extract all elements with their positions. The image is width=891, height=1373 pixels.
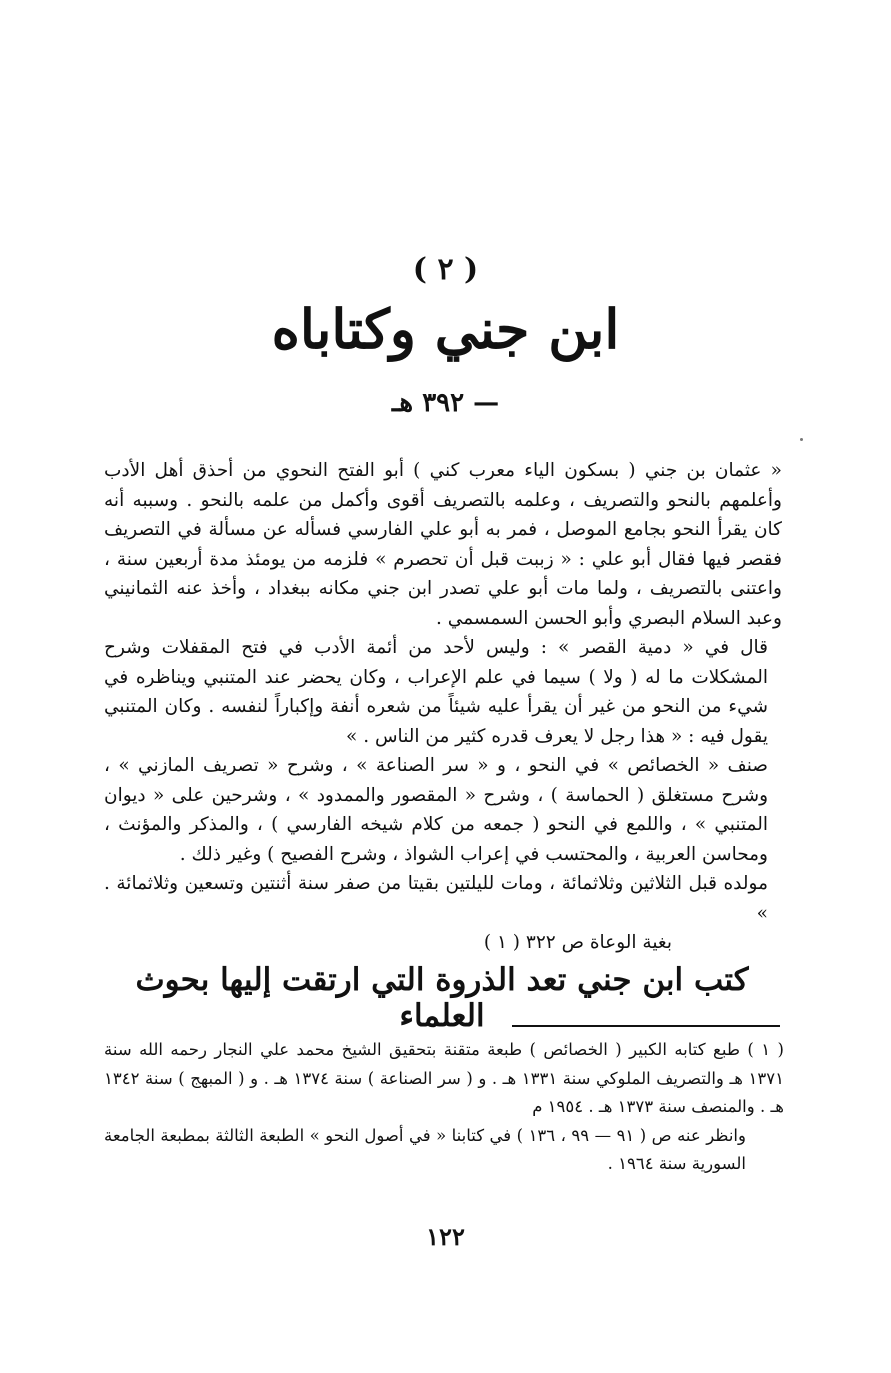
footnotes	[104, 1036, 784, 1179]
page-number: ١٢٢	[426, 1222, 465, 1251]
secondary-heading: كتب ابن جني تعد الذروة التي ارتقت إليها بحوث العلماء	[135, 962, 749, 1034]
footnote-1: ( ١ ) طبع كتابه الكبير ( الخصائص ) طبعة متقنة بتحقيق الشيخ محمد علي النجار رحمه الله سنة ١٣٧١ هـ والتصريف الملوكي سنة ١٣٣١ هـ . و ( سر الصناعة ) سنة ١٣٧٤ هـ . و ( المبهج ) سنة ١٣٤٢ هـ . والمنصف سنة ١٣٧٣ هـ . ١٩٥٤ م	[104, 1040, 784, 1116]
footnote-reference: وانظر عنه ص ( ٩١ — ٩٩ ، ١٣٦ ) في كتابنا « في أصول النحو » الطبعة الثالثة بمطبعة الجامعة السورية سنة ١٩٦٤ .	[104, 1125, 746, 1173]
main-text	[104, 456, 782, 958]
paragraph-works: صنف « الخصائص » في النحو ، و « سر الصناعة » ، وشرح « تصريف المازني » ، وشرح مستغلق ( الحماسة ) ، وشرح « المقصور والممدود » ، وشرحين على « ديوان المتنبي » ، واللمع في النحو ( جمعه من كلام شيخه الفارسي ) ، والمذكر والمؤنث ، ومحاسن العربية ، والمحتسب في إعراب الشواذ ، وشرح الفصيح ) وغير ذلك .	[104, 755, 768, 865]
paragraph-biography: « عثمان بن جني ( بسكون الياء معرب كني ) أبو الفتح النحوي من أحذق أهل الأدب وأعلمهم بالنحو والتصريف ، وعلمه بالتصريف أقوى وأكمل من علمه بالنحو . وسببه أنه كان يقرأ النحو بجامع الموصل ، فمر به أبو علي الفارسي فسأله عن مسألة في التصريف فقصر فيها فقال أبو علي : « زببت قبل أن تحصرم » فلزمه من يومئذ مدة أربعين سنة ، واعتنى بالتصريف ، ولما مات أبو علي تصدر ابن جني مكانه ببغداد ، وأخذ عنه الثمانيني وعبد السلام البصري وأبو الحسن السمسمي .	[104, 460, 782, 629]
footnote-divider	[512, 1025, 780, 1027]
source-citation: بغية الوعاة ص ٣٢٢ ( ١ )	[483, 932, 672, 953]
paper-speck	[800, 438, 803, 441]
chapter-number: ( ٢ )	[412, 252, 479, 287]
paragraph-birth-death: مولده قبل الثلاثين وثلاثمائة ، ومات لليلتين بقيتا من صفر سنة أثنتين وتسعين وثلاثمائة . »	[104, 873, 768, 924]
chapter-title: ابن جني وكتاباه	[271, 297, 620, 361]
paragraph-dumyat-alqasr: قال في « دمية القصر » : وليس لأحد من أئمة الأدب في فتح المقفلات وشرح المشكلات ما له ( ولا ) سيما في علم الإعراب ، وكان يحضر عند المتنبي ويناظره في شيء من النحو من غير أن يقرأ عليه شيئاً من شعره أنفة وإكباراً لنفسه . وكان المتنبي يقول فيه : « هذا رجل لا يعرف قدره كثير من الناس . »	[104, 637, 768, 747]
death-year: — ٣٩٢ هـ	[391, 388, 500, 418]
